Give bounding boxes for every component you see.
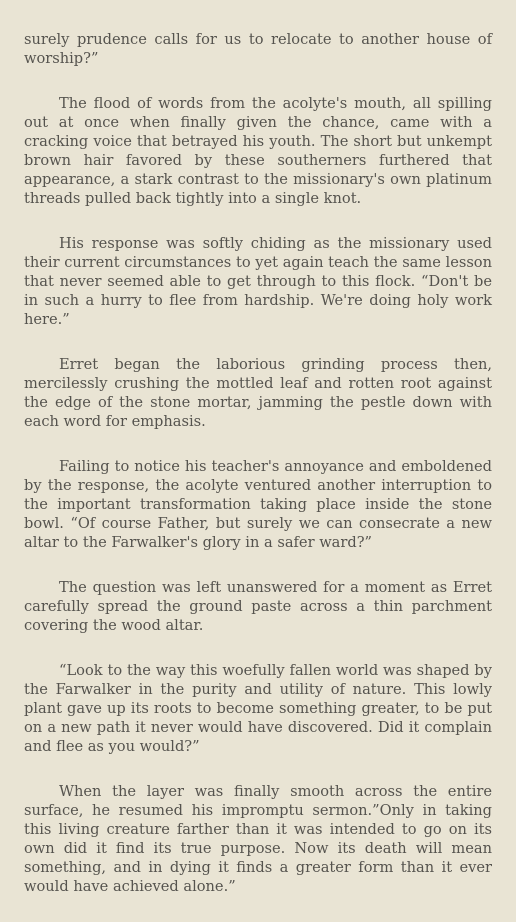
reader-page[interactable] [24, 30, 492, 922]
paragraph: Failing to notice his teacher's annoyance and emboldened by the response, the acolyte ventured another interruption to the important transformation taking place inside the stone bowl. “Of course Father, but surely we can consecrate a new altar to the Farwalker's glory in a safer ward?” [24, 458, 492, 551]
paragraph: Erret began the laborious grinding process then, mercilessly crushing the mottled leaf and rotten root against the edge of the stone mortar, jamming the pestle down with each word for emphasis. [24, 356, 492, 430]
paragraph: “Look to the way this woefully fallen world was shaped by the Farwalker in the purity and utility of nature. This lowly plant gave up its roots to become something greater, to be put on a new path it never would have discovered. Did it complain and flee as you would?” [24, 662, 492, 755]
paragraph: The flood of words from the acolyte's mouth, all spilling out at once when finally given the chance, came with a cracking voice that betrayed his youth. The short but unkempt brown hair favored by these southerners furthered that appearance, a stark contrast to the missionary's own platinum threads pulled back tightly into a single knot. [24, 95, 492, 207]
paragraph: His response was softly chiding as the missionary used their current circumstances to yet again teach the same lesson that never seemed able to get through to this flock. “Don't be in such a hurry to flee from hardship. We're doing holy work here.” [24, 235, 492, 328]
paragraph: When the layer was finally smooth across the entire surface, he resumed his impromptu sermon.”Only in taking this living creature farther than it was intended to go on its own did it find its true purpose. Now its death will mean something, and in dying it finds a greater form than it ever would have achieved alone.” [24, 783, 492, 895]
paragraph: The question was left unanswered for a moment as Erret carefully spread the ground paste across a thin parchment covering the wood altar. [24, 579, 492, 634]
paragraph-continued: surely prudence calls for us to relocate to another house of worship?” [24, 31, 492, 67]
